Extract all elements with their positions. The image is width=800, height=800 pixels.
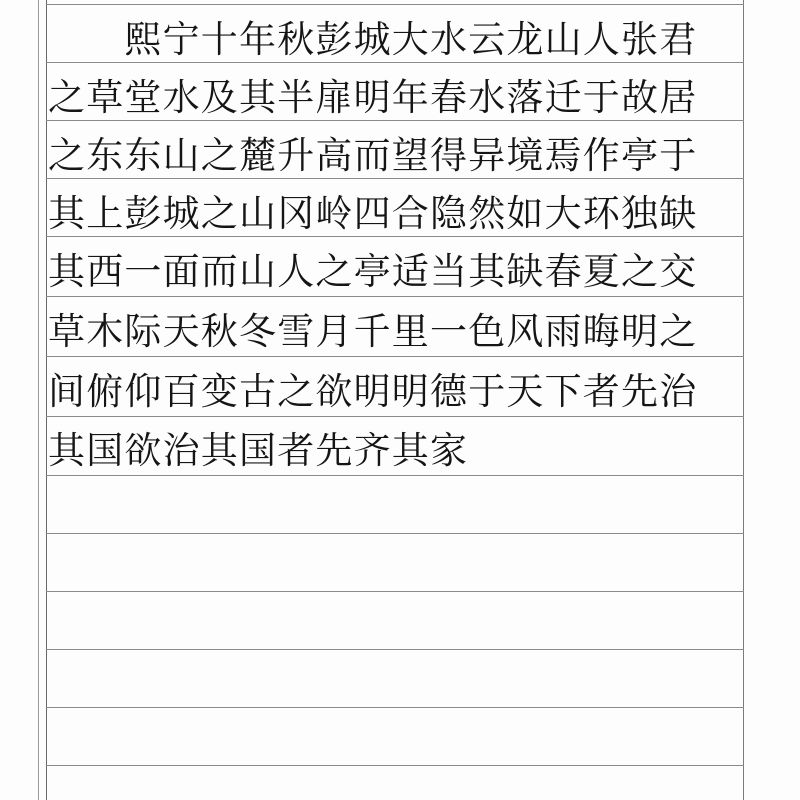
text-line-content: 之东东山之麓升高而望得异境焉作亭于 <box>48 134 698 177</box>
ruled-line <box>46 649 744 650</box>
ruled-line <box>46 591 744 592</box>
text-line-content: 其上彭城之山冈岭四合隐然如大环独缺 <box>48 192 698 235</box>
ruled-line <box>46 4 744 5</box>
text-line <box>48 360 748 416</box>
text-line <box>48 419 748 475</box>
text-line <box>48 182 748 238</box>
ruled-line <box>46 356 744 357</box>
text-line-content: 其国欲治其国者先齐其家 <box>48 429 469 472</box>
outer-margin-line <box>38 0 39 800</box>
text-line <box>48 8 748 64</box>
text-line <box>48 240 748 296</box>
text-line-content: 熙宁十年秋彭城大水云龙山人张君 <box>48 18 698 61</box>
text-line <box>48 124 748 180</box>
text-line-content: 其西一面而山人之亭适当其缺春夏之交 <box>48 250 698 293</box>
ruled-line <box>46 296 744 297</box>
text-line <box>48 66 748 122</box>
text-line-content: 之草堂水及其半扉明年春水落迁于故居 <box>48 76 698 119</box>
text-line-content: 间俯仰百变古之欲明明德于天下者先治 <box>48 370 698 413</box>
ruled-line <box>46 533 744 534</box>
text-line <box>48 300 748 356</box>
text-line-content: 草木际天秋冬雪月千里一色风雨晦明之 <box>48 310 698 353</box>
ruled-line <box>46 765 744 766</box>
ruled-line <box>46 707 744 708</box>
ruled-line <box>46 416 744 417</box>
ruled-line <box>46 475 744 476</box>
